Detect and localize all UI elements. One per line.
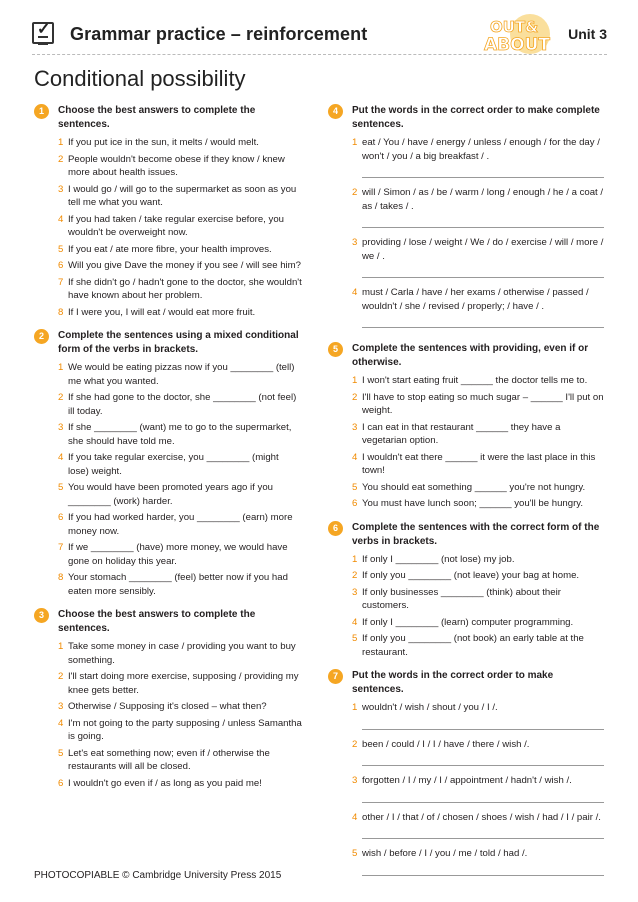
- list-item: 4 I'm not going to the party supposing / unless Samantha is going.: [58, 717, 302, 742]
- footer-copyright: PHOTOCOPIABLE © Cambridge University Press 2015: [34, 870, 282, 881]
- exercise-instruction: Choose the best answers to complete the sentences.: [58, 105, 256, 130]
- list-item: 1 If you put ice in the sun, it melts / would melt.: [58, 137, 259, 148]
- exercise-number-badge: 1: [34, 104, 49, 119]
- list-item: 5 If only you ________ (not book) an early table at the restaurant.: [352, 633, 584, 658]
- list-item: 6 Will you give Dave the money if you see / will see him?: [58, 260, 302, 271]
- list-item: 2 been / could / I / I / have / there / wish /.: [352, 738, 530, 750]
- right-column: [328, 104, 604, 886]
- page-header: [32, 20, 607, 54]
- list-item: 4 If only I ________ (learn) computer programming.: [352, 616, 574, 628]
- list-item: 4 If you had taken / take regular exercise before, you wouldn't be overweight now.: [58, 213, 284, 238]
- exercise-instruction: Complete the sentences with providing, even if or otherwise.: [352, 343, 589, 368]
- list-item: 1 eat / You / have / energy / unless / enough / for the day / won't / you / a big breakfast / .: [352, 137, 600, 162]
- list-item: 4 other / I / that / of / chosen / shoes / wish / had / I / pair /.: [352, 811, 601, 823]
- exercise-4: [328, 104, 604, 328]
- list-item: 7 If she didn't go / hadn't gone to the doctor, she wouldn't have known about her problem.: [58, 276, 302, 301]
- exercise-number-badge: 5: [328, 342, 343, 357]
- list-item: 2 will / Simon / as / be / warm / long / enough / he / a coat / as / takes / .: [352, 187, 604, 212]
- list-item: 1 Take some money in case / providing you want to buy something.: [58, 641, 296, 666]
- answer-line[interactable]: [362, 867, 604, 876]
- exercise-7: [328, 669, 604, 876]
- list-item: 4 must / Carla / have / her exams / otherwise / passed / wouldn't / she / revised / properly; / have / .: [352, 287, 589, 312]
- list-item: 5 Let's eat something now; even if / otherwise the restaurants will all be closed.: [58, 747, 270, 772]
- exercise-number-badge: 3: [34, 608, 49, 623]
- exercise-1: [34, 104, 302, 319]
- list-item: 1 If only I ________ (not lose) my job.: [352, 553, 515, 565]
- list-item: 3 If only businesses ________ (think) about their customers.: [352, 586, 561, 611]
- answer-line[interactable]: [362, 269, 604, 278]
- list-item: 5 wish / before / I / you / me / told / had /.: [352, 848, 528, 859]
- exercise-number-badge: 4: [328, 104, 343, 119]
- checklist-icon: [32, 22, 54, 44]
- answer-line[interactable]: [362, 219, 604, 228]
- exercise-instruction: Complete the sentences using a mixed conditional form of the verbs in brackets.: [58, 330, 299, 355]
- list-item: 6 I wouldn't go even if / as long as you paid me!: [58, 777, 262, 789]
- list-item: 8 If I were you, I will eat / would eat more fruit.: [58, 306, 256, 318]
- list-item: 6 You must have lunch soon; ______ you'll be hungry.: [352, 498, 584, 509]
- list-item: 8 Your stomach ________ (feel) better now if you had eaten more sensibly.: [58, 572, 288, 597]
- list-item: 5 You should eat something ______ you're not hungry.: [352, 481, 586, 493]
- exercise-instruction: Complete the sentences with the correct form of the verbs in brackets.: [352, 521, 600, 547]
- page-title: Conditional possibility: [34, 66, 246, 91]
- answer-line[interactable]: [362, 830, 604, 839]
- exercise-6: [328, 521, 604, 660]
- exercise-instruction: Put the words in the correct order to make complete sentences.: [352, 105, 600, 130]
- exercise-5: [328, 342, 604, 511]
- list-item: 3 I would go / will go to the supermarket as soon as you tell me what you want.: [58, 183, 297, 208]
- svg-text:OUT&: OUT&: [490, 18, 539, 36]
- list-item: 7 If we ________ (have) more money, we would have gone on holiday this year.: [58, 542, 288, 567]
- list-item: 5 If you eat / ate more fibre, your health improves.: [58, 243, 272, 255]
- list-item: 1 We would be eating pizzas now if you ________ (tell) me what you wanted.: [58, 362, 295, 387]
- left-column: [34, 104, 302, 800]
- list-item: 3 I can eat in that restaurant ______ they have a vegetarian option.: [352, 421, 561, 446]
- list-item: 2 I'll have to stop eating so much sugar – ______ I'll put on weight.: [352, 391, 604, 416]
- answer-line[interactable]: [362, 721, 604, 730]
- answer-line[interactable]: [362, 757, 604, 766]
- list-item: 3 providing / lose / weight / We / do / exercise / will / more / we / .: [352, 237, 604, 262]
- out-and-about-logo: [472, 14, 562, 58]
- exercise-2: [34, 329, 302, 598]
- list-item: 4 If you take regular exercise, you ________ (might lose) weight.: [58, 452, 279, 477]
- list-item: 2 If she had gone to the doctor, she ________ (not feel) ill today.: [58, 392, 297, 417]
- answer-line[interactable]: [362, 169, 604, 178]
- exercise-3: [34, 608, 302, 790]
- exercise-number-badge: 6: [328, 521, 343, 536]
- svg-text:ABOUT: ABOUT: [484, 35, 550, 55]
- answer-line[interactable]: [362, 319, 604, 328]
- answer-line[interactable]: [362, 794, 604, 803]
- list-item: 2 People wouldn't become obese if they know / knew more about health issues.: [58, 153, 285, 178]
- list-item: 1 wouldn't / wish / shout / you / I /.: [352, 702, 498, 713]
- list-item: 1 I won't start eating fruit ______ the doctor tells me to.: [352, 375, 588, 386]
- list-item: 3 Otherwise / Supposing it's closed – what then?: [58, 701, 267, 712]
- list-item: 5 You would have been promoted years ago if you ________ (work) harder.: [58, 482, 273, 507]
- exercise-instruction: Put the words in the correct order to make sentences.: [352, 670, 554, 695]
- list-item: 3 forgotten / I / my / I / appointment / hadn't / wish /.: [352, 775, 572, 786]
- list-item: 2 If only you ________ (not leave) your bag at home.: [352, 570, 580, 581]
- header-title: Grammar practice – reinforcement: [70, 24, 368, 44]
- exercise-number-badge: 7: [328, 669, 343, 684]
- unit-label: Unit 3: [568, 26, 607, 42]
- exercise-number-badge: 2: [34, 329, 49, 344]
- exercise-instruction: Choose the best answers to complete the sentences.: [58, 609, 256, 634]
- list-item: 6 If you had worked harder, you ________ (earn) more money now.: [58, 512, 293, 537]
- header-divider: [32, 54, 607, 55]
- list-item: 4 I wouldn't eat there ______ it were the last place in this town!: [352, 451, 596, 476]
- list-item: 2 I'll start doing more exercise, supposing / providing my knee gets better.: [58, 671, 299, 696]
- list-item: 3 If she ________ (want) me to go to the supermarket, she should have told me.: [58, 422, 292, 447]
